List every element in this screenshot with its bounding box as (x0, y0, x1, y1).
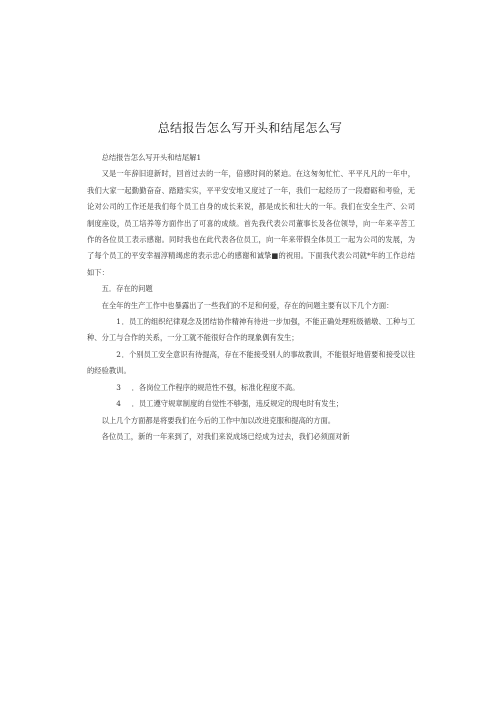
list-item (87, 396, 415, 412)
closing-paragraph: 以上几个方面都是将要我们在今后的工作中加以改进克服和提高的方面。 (101, 415, 336, 425)
list-item-number: 3 (116, 382, 121, 392)
list-item-number: 2 (116, 349, 121, 359)
list-item (87, 347, 415, 380)
closing-paragraph: 各位员工，新的一年来到了，对我们来说成场已经成为过去，我们必须面对新 (101, 431, 350, 441)
section-intro: 在全年的生产工作中也暴露出了一些我们的不足和何爱，存在的问题主要有以下几个方面： (101, 300, 394, 310)
list-item-number: 1 (116, 317, 121, 327)
list-item (87, 380, 415, 396)
list-item (87, 314, 415, 347)
list-item-number: 4 (116, 399, 121, 409)
list-item-text: ．员工的组织纪律观念及团结协作精神有待进一步加强，不能正确处理班级循墩、工种与工种、分工与合作的关系，一分工就不能很好合作的现象偶有发生； (87, 317, 415, 343)
paragraph-intro: 又是一年辞旧迎新时，回首过去的一年，倍感时间的紧迫。在这匆匆忙忙、平平凡凡的一年中，我们大家一起勤勤奋奋、踏踏实实，平平安安地又度过了一年，我们一起经历了一段磨砺和考验，无论对公司的工作还是我们每个员工自身的成长来说，都是成长和壮大的一年。我们在安全生产、公司制度座设，员工培养等方面作出了可喜的成绩。首先我代表公司董事长及各位领导，向一年来辛苦工作的各位员工表示感谢。同时我也在此代表各位员工，向一年来带假全体员工一起为公司的发展，为了每个员工的平安幸福淳精竭虑的表示忠心的感谢和诚挚■的祝用。下面我代表公司就*年的工作总结如下： (87, 169, 415, 277)
section-heading: 五．存在的问题 (101, 284, 153, 294)
list-item-text: ．员工遵守规章制度的自觉性不够强，违反规定的现电时有发生； (131, 399, 344, 409)
list-item-text: ．个别员工安全意识有待提高，存在不能接受别人的事故教训，不能很好地借要和接受以往的经验教训。 (87, 349, 415, 376)
list-item-text: ．各岗位工作程序的规范性不强，标准化程度不高。 (131, 382, 300, 392)
document-body (87, 150, 415, 445)
document-title: 总结报告怎么写开头和结尾怎么写 (157, 121, 343, 135)
paragraph-subtitle: 总结报告怎么写开头和结尾解1 (101, 153, 202, 162)
